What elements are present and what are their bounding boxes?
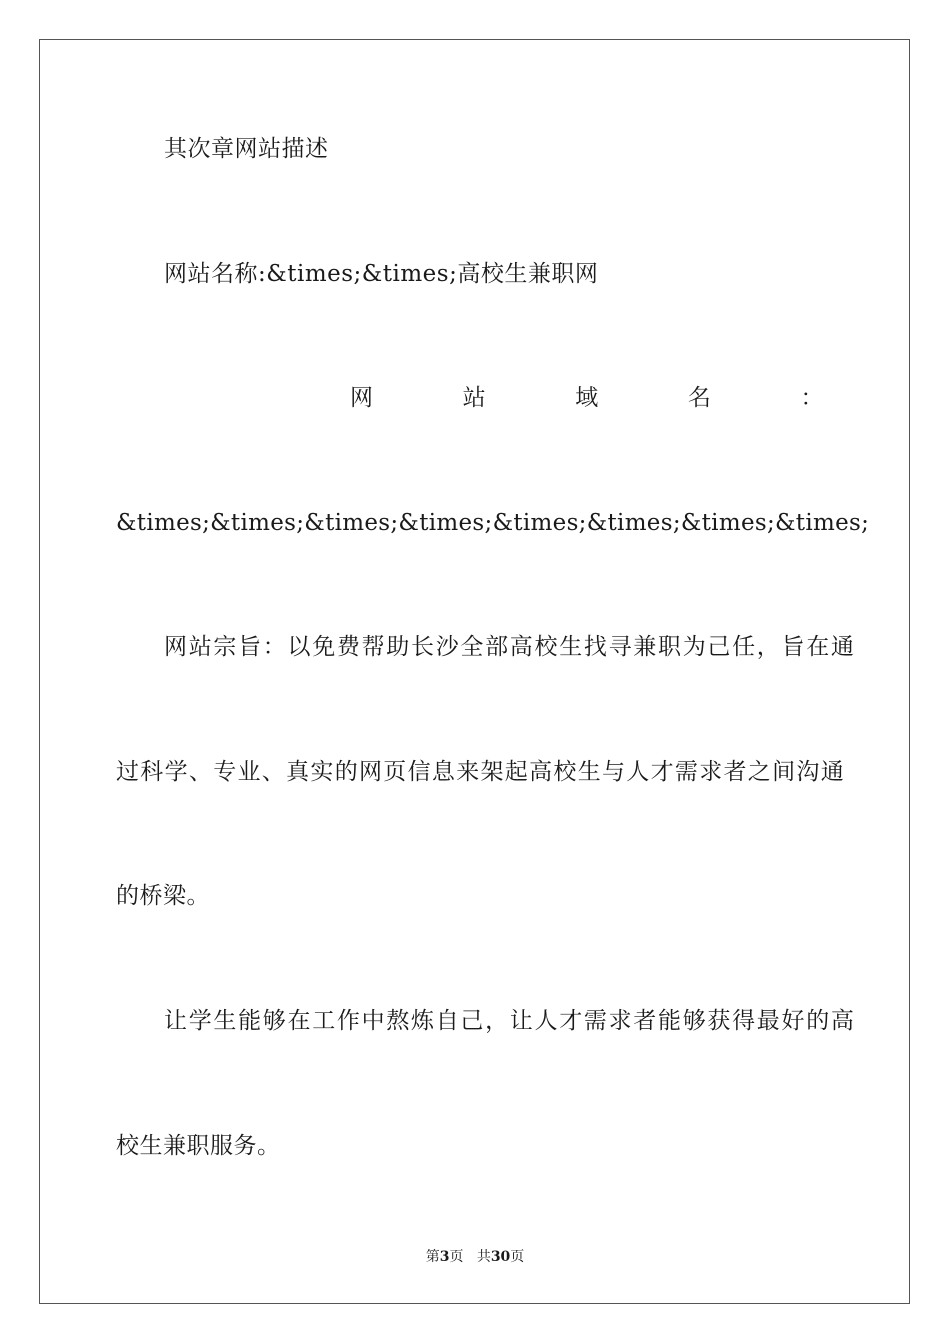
goal-paragraph-line-1: 让学生能够在工作中熬炼自己，让人才需求者能够获得最好的高 <box>164 1008 856 1034</box>
site-name-line: 网站名称:&times;&times;高校生兼职网 <box>164 261 599 287</box>
total-pages: 30 <box>490 1249 511 1265</box>
domain-label-line <box>350 382 824 414</box>
goal-paragraph-line-2: 校生兼职服务。 <box>116 1133 281 1159</box>
domain-value-line: &times;&times;&times;&times;&times;&times;&times;&times; <box>116 510 870 536</box>
domain-label-char: 站 <box>462 385 487 411</box>
domain-label-char: 名 <box>687 385 712 411</box>
page-footer <box>0 1247 950 1267</box>
section-heading: 其次章网站描述 <box>164 136 329 162</box>
domain-label-char: 网 <box>350 385 374 411</box>
total-suffix: 页 <box>510 1249 525 1265</box>
page-number: 3 <box>439 1249 450 1265</box>
domain-label-char: ： <box>800 385 824 411</box>
domain-label-char: 域 <box>575 385 599 411</box>
page-suffix: 页 <box>449 1249 464 1265</box>
purpose-paragraph-line-2: 过科学、专业、真实的网页信息来架起高校生与人才需求者之间沟通 <box>116 759 845 785</box>
page-border <box>39 39 910 1304</box>
purpose-paragraph-line-1: 网站宗旨：以免费帮助长沙全部高校生找寻兼职为己任，旨在通 <box>164 634 856 660</box>
page-prefix: 第 <box>425 1249 440 1265</box>
purpose-paragraph-line-3: 的桥梁。 <box>116 883 210 909</box>
total-prefix: 共 <box>476 1249 491 1265</box>
